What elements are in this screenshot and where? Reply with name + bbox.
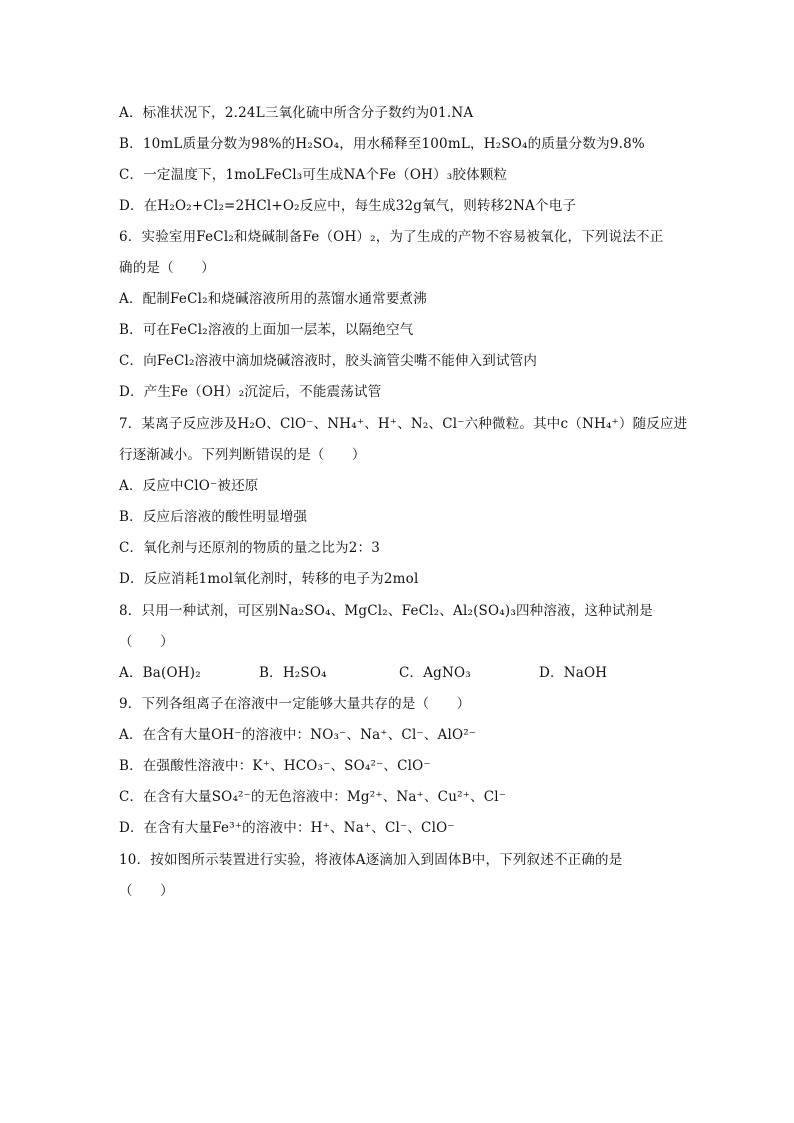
q5-option-b: B．10mL质量分数为98%的H₂SO₄，用水稀释至100mL，H₂SO₄的质量分数为9.8%	[119, 136, 645, 152]
q6-stem-line1: 6．实验室用FeCl₂和烧碱制备Fe（OH）₂，为了生成的产物不容易被氧化，下列说法不正	[119, 229, 664, 245]
q7-option-b: B．反应后溶液的酸性明显增强	[119, 509, 308, 525]
q6-option-d: D．产生Fe（OH）₂沉淀后，不能震荡试管	[119, 384, 382, 400]
q9-option-d: D．在含有大量Fe³⁺的溶液中：H⁺、Na⁺、Cl⁻、ClO⁻	[119, 820, 455, 836]
q9-stem: 9．下列各组离子在溶液中一定能够大量共存的是（ ）	[119, 696, 471, 712]
q8-options-row	[119, 663, 607, 683]
q10-stem-line1: 10．按如图所示装置进行实验，将液体A逐滴加入到固体B中，下列叙述不正确的是	[119, 852, 623, 868]
q9-option-a: A．在含有大量OH⁻的溶液中：NO₃⁻、Na⁺、Cl⁻、AlO²⁻	[119, 727, 477, 743]
q9-option-c: C．在含有大量SO₄²⁻的无色溶液中：Mg²⁺、Na⁺、Cu²⁺、Cl⁻	[119, 789, 507, 805]
q8-option-c: C．AgNO₃	[399, 665, 471, 681]
q9-option-b: B．在强酸性溶液中：K⁺、HCO₃⁻、SO₄²⁻、ClO⁻	[119, 758, 431, 774]
q7-option-d: D．反应消耗1mol氧化剂时，转移的电子为2mol	[119, 571, 419, 587]
q8-option-a: A．Ba(OH)₂	[119, 665, 201, 681]
q6-option-b: B．可在FeCl₂溶液的上面加一层苯，以隔绝空气	[119, 322, 414, 338]
q6-stem-line2: 确的是（ ）	[119, 260, 215, 276]
q10-stem-line2: （ ）	[119, 883, 174, 899]
q8-option-d: D．NaOH	[539, 665, 608, 681]
q7-option-a: A．反应中ClO⁻被还原	[119, 478, 259, 494]
q5-option-d: D．在H₂O₂+Cl₂=2HCl+O₂反应中，每生成32g氧气，则转移2NA个电子	[119, 198, 577, 214]
q6-option-a: A．配制FeCl₂和烧碱溶液所用的蒸馏水通常要煮沸	[119, 291, 427, 307]
q8-option-b: B．H₂SO₄	[259, 665, 327, 681]
q5-option-a: A．标准状况下，2.24L三氧化硫中所含分子数约为01.NA	[119, 105, 474, 121]
q7-option-c: C．氧化剂与还原剂的物质的量之比为2：3	[119, 540, 381, 556]
q5-option-c: C．一定温度下，1moLFeCl₃可生成NA个Fe（OH）₃胶体颗粒	[119, 167, 508, 183]
q8-stem-line2: （ ）	[119, 634, 174, 650]
q7-stem-line1: 7．某离子反应涉及H₂O、ClO⁻、NH₄⁺、H⁺、N₂、Cl⁻六种微粒。其中c（NH₄⁺）随反应进	[119, 416, 688, 432]
q7-stem-line2: 行逐渐减小。下列判断错误的是（ ）	[119, 447, 366, 463]
q6-option-c: C．向FeCl₂溶液中滴加烧碱溶液时，胶头滴管尖嘴不能伸入到试管内	[119, 353, 538, 369]
q8-stem-line1: 8．只用一种试剂，可区别Na₂SO₄、MgCl₂、FeCl₂、Al₂(SO₄)₃四种溶液，这种试剂是	[119, 603, 653, 619]
